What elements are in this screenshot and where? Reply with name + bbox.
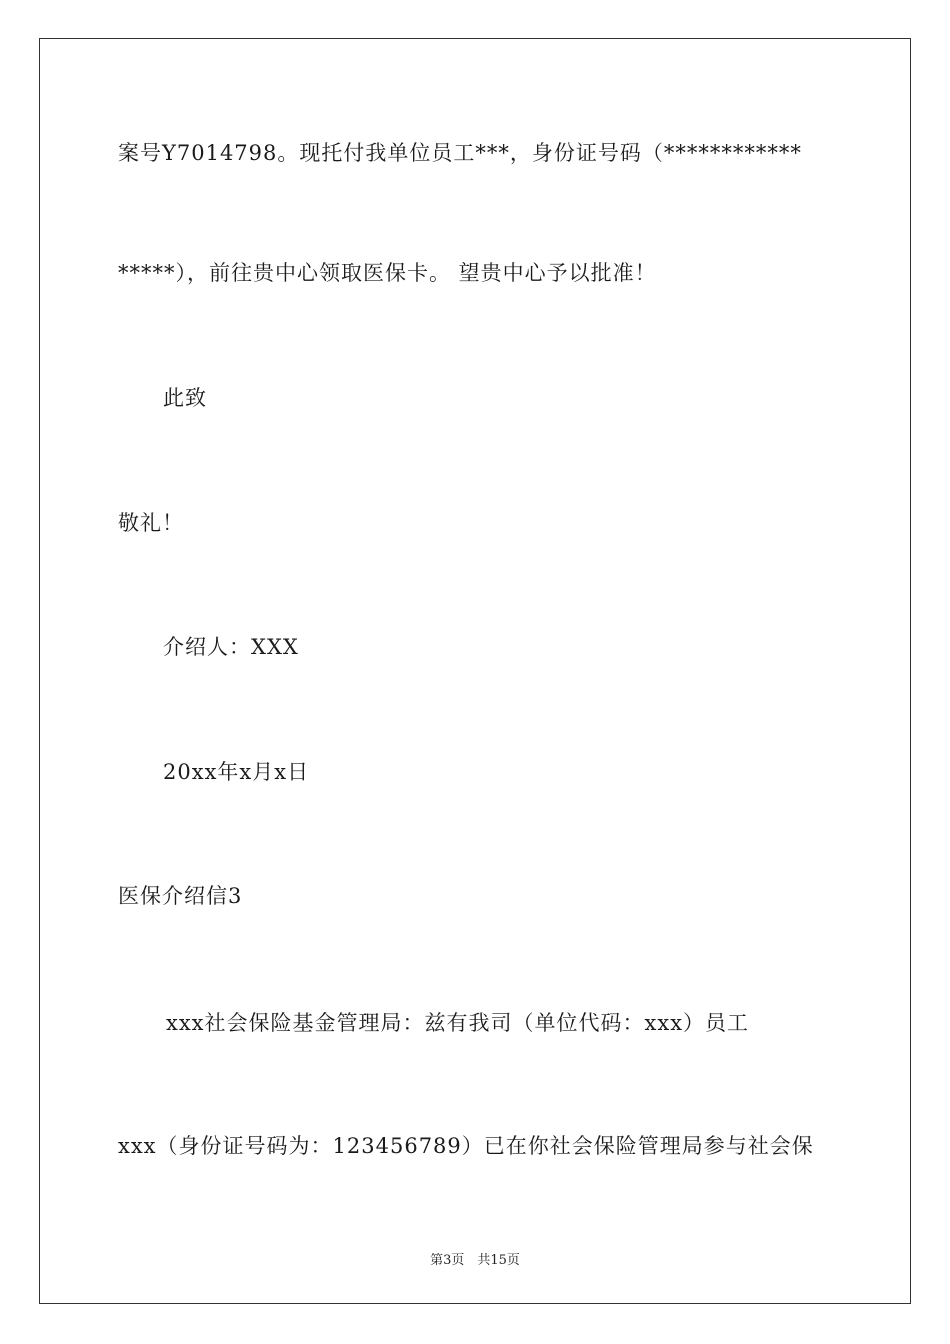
closing-regards: 敬礼！	[118, 511, 184, 535]
introducer-signature: 介绍人：XXX	[163, 635, 299, 659]
letter-date: 20xx年x月x日	[163, 760, 310, 784]
page-number-footer: 第3页 共15页	[430, 1253, 520, 1268]
section-heading: 医保介绍信3	[118, 884, 243, 908]
body-line-collect-card: *****），前往贵中心领取医保卡。 望贵中心予以批准！	[118, 261, 657, 285]
page-frame	[39, 38, 911, 1304]
body-line-case-number: 案号Y7014798。现托付我单位员工***，身份证号码（************	[118, 141, 802, 165]
body-line-recipient: xxx社会保险基金管理局：兹有我司（单位代码：xxx）员工	[166, 1011, 750, 1035]
body-line-id-number: xxx（身份证号码为：123456789）已在你社会保险管理局参与社会保	[118, 1134, 814, 1158]
closing-salutation: 此致	[163, 386, 207, 410]
